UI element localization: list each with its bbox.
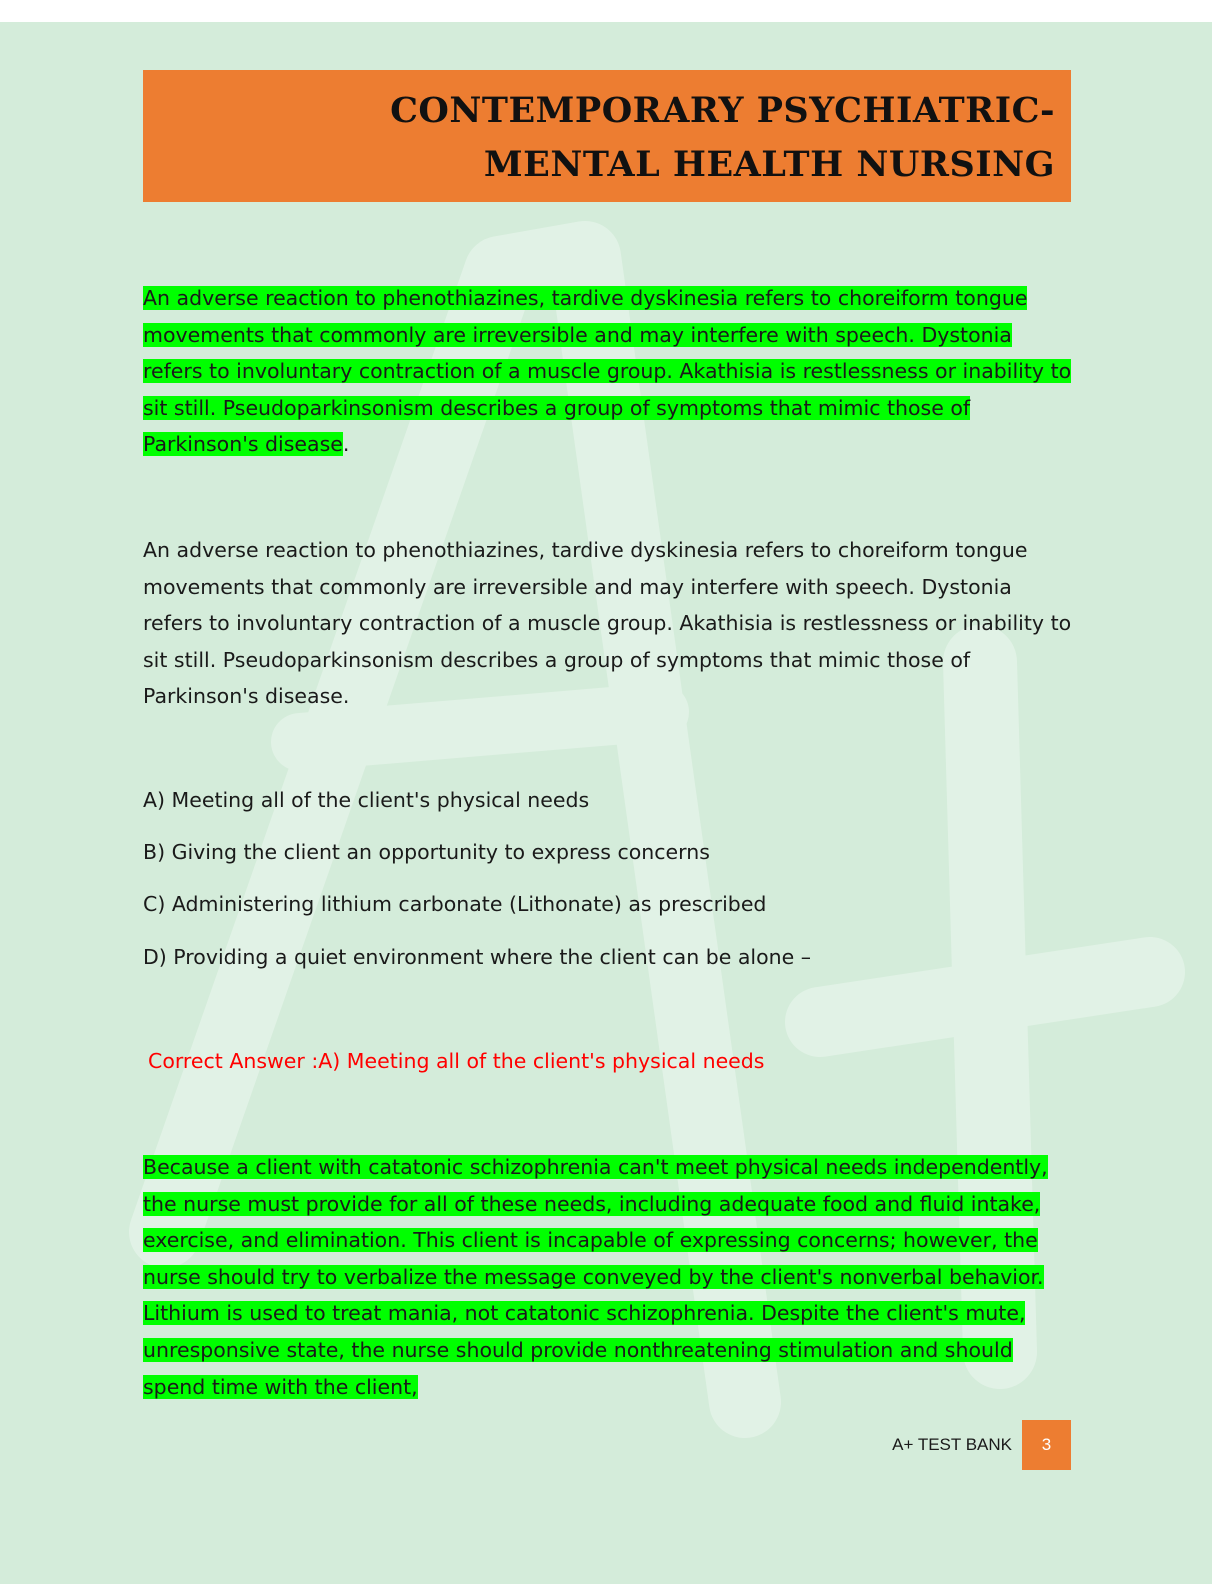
footer-label: A+ TEST BANK: [892, 1435, 1012, 1454]
page-title-line-1: CONTEMPORARY PSYCHIATRIC-: [390, 90, 1055, 131]
option-a: A) Meeting all of the client's physical needs: [143, 788, 590, 812]
correct-answer: Correct Answer :A) Meeting all of the client's physical needs: [148, 1049, 765, 1073]
option-d: D) Providing a quiet environment where the client can be alone –: [143, 945, 812, 969]
document-page: [0, 22, 1212, 1584]
rationale-paragraph-highlighted: [143, 280, 1073, 463]
option-b: B) Giving the client an opportunity to express concerns: [143, 840, 710, 864]
page-title-line-2: MENTAL HEALTH NURSING: [483, 144, 1055, 185]
rationale-period: .: [342, 432, 350, 457]
highlighted-text: An adverse reaction to phenothiazines, tardive dyskinesia refers to choreiform tongue movements that commonly are irreversible and may interfere with speech. Dystonia refers to involuntary contraction of a muscle group. Akathisia is restlessness or inability to sit still. Pseudoparkinsonism describes a group of symptoms that mimic those of Parkinson's disease: [143, 286, 1072, 457]
title-banner: [143, 70, 1071, 202]
explanation-paragraph: [143, 1149, 1073, 1405]
option-c: C) Administering lithium carbonate (Lithonate) as prescribed: [143, 892, 767, 916]
rationale-paragraph: An adverse reaction to phenothiazines, tardive dyskinesia refers to choreiform tongue movements that commonly are irreversible and may interfere with speech. Dystonia refers to involuntary contraction of a muscle group. Akathisia is restlessness or inability to sit still. Pseudoparkinsonism describes a group of symptoms that mimic those of Parkinson's disease.: [143, 538, 1072, 709]
highlighted-text: Because a client with catatonic schizophrenia can't meet physical needs independently, the nurse must provide for all of these needs, including adequate food and fluid intake, exercise, and elimination. This client is incapable of expressing concerns; however, the nurse should try to verbalize the message conveyed by the client's nonverbal behavior. Lithium is used to treat mania, not catatonic schizophrenia. Despite the client's mute, unresponsive state, the nurse should provide nonthreatening stimulation and should spend time with the client,: [143, 1155, 1048, 1399]
page-number: 3: [1022, 1420, 1071, 1470]
